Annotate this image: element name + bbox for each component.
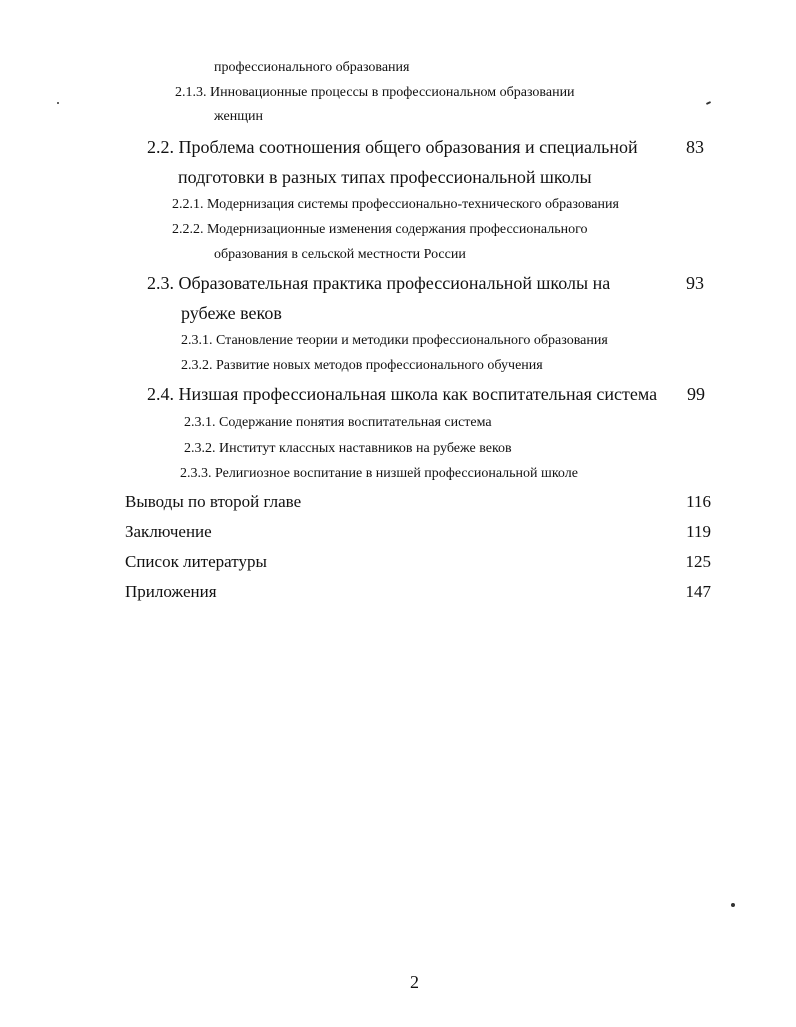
toc-entry-2-1-3: 2.1.3. Инновационные процессы в профессиональном образовании: [175, 85, 575, 100]
scan-speck: [731, 903, 735, 907]
scan-speck: [57, 102, 59, 104]
toc-entry-2-1-3-cont: женщин: [214, 109, 263, 124]
toc-page-2-2: 83: [686, 137, 704, 157]
toc-entry-2-4-2: 2.3.2. Институт классных наставников на рубеже веков: [184, 441, 512, 456]
toc-conclusions-chapter-2: Выводы по второй главе: [125, 492, 302, 511]
toc-entry-2-3-1: 2.3.1. Становление теории и методики профессионального образования: [181, 333, 608, 348]
toc-section-2-2-cont: подготовки в разных типах профессиональной школы: [178, 167, 592, 187]
toc-entry-2-4-3: 2.3.3. Религиозное воспитание в низшей профессиональной школе: [180, 466, 578, 481]
toc-page-conclusion: 119: [686, 522, 711, 541]
toc-entry-2-2-2-cont: образования в сельской местности России: [214, 247, 466, 262]
toc-conclusion: Заключение: [125, 522, 212, 541]
toc-line-prof-education: профессионального образования: [214, 60, 410, 75]
toc-section-2-3: 2.3. Образовательная практика профессиональной школы на: [147, 273, 611, 293]
toc-entry-2-2-2: 2.2.2. Модернизационные изменения содержания профессионального: [172, 222, 588, 237]
scan-speck: [706, 101, 711, 105]
page-number: 2: [410, 972, 419, 992]
toc-appendices: Приложения: [125, 582, 217, 601]
toc-page-references: 125: [685, 552, 711, 571]
toc-entry-2-3-2: 2.3.2. Развитие новых методов профессионального обучения: [181, 358, 543, 373]
toc-page-2-4: 99: [687, 384, 705, 404]
toc-section-2-2: 2.2. Проблема соотношения общего образования и специальной: [147, 137, 638, 157]
toc-section-2-4: 2.4. Низшая профессиональная школа как воспитательная система: [147, 384, 658, 404]
toc-page-appendices: 147: [685, 582, 711, 601]
toc-entry-2-2-1: 2.2.1. Модернизация системы профессионально-технического образования: [172, 197, 619, 212]
toc-page-conclusions-chapter-2: 116: [686, 492, 711, 511]
toc-references: Список литературы: [125, 552, 267, 571]
toc-entry-2-4-1: 2.3.1. Содержание понятия воспитательная система: [184, 415, 492, 430]
toc-section-2-3-cont: рубеже веков: [181, 303, 282, 323]
toc-page-2-3: 93: [686, 273, 704, 293]
